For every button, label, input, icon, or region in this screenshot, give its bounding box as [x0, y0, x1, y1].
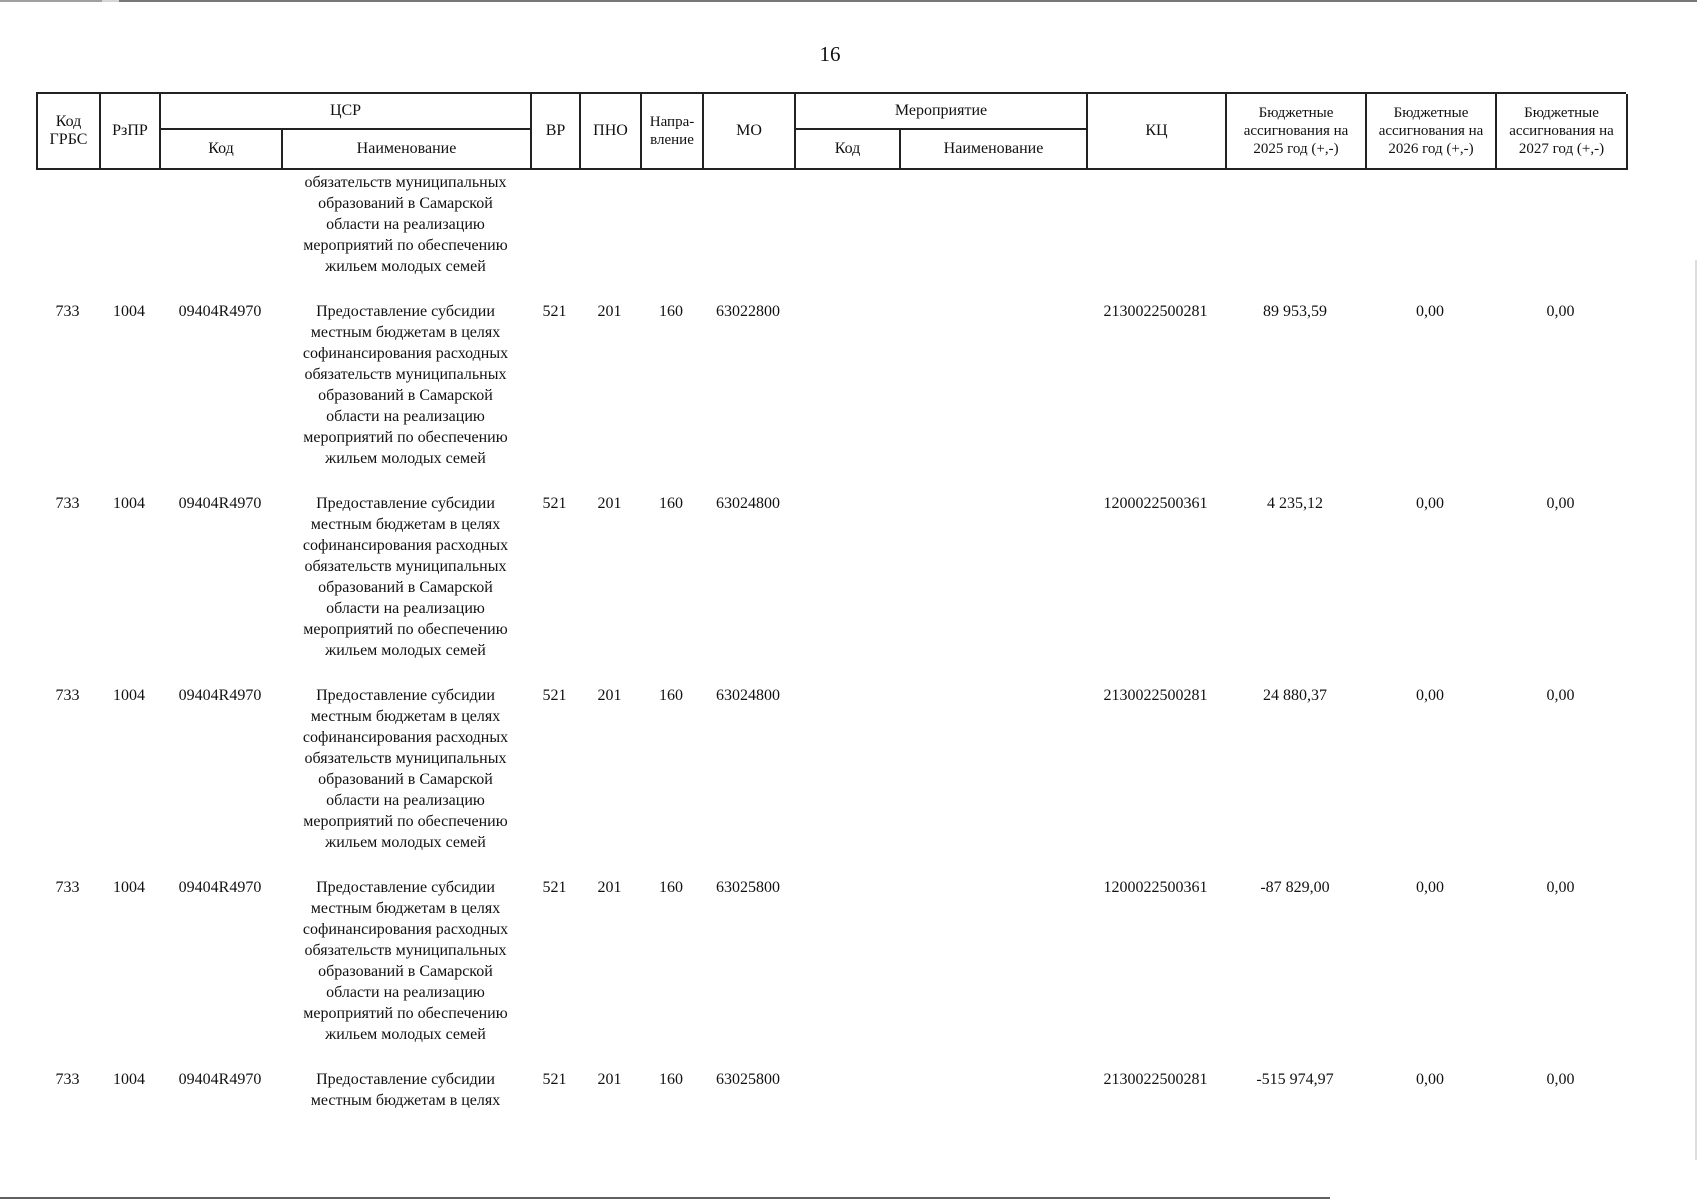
cell-pno: 201 [597, 495, 622, 512]
cell-mer-code [794, 493, 899, 661]
cell-csr-code: 09404R4970 [178, 879, 262, 896]
cell-napravlenie: 160 [659, 879, 683, 896]
table-row [36, 685, 1626, 853]
header-mer-kod: Код [796, 130, 901, 170]
cell-mo: 63022800 [716, 303, 780, 320]
header-csr-kod: Код [161, 130, 283, 170]
cell-vr: 521 [542, 303, 567, 320]
header-pno: ПНО [581, 94, 642, 170]
cell-name: Предоставление субсидии местным бюджетам в целях [310, 1071, 501, 1109]
cell-vr: 521 [542, 495, 567, 512]
cell-budget-2026: 0,00 [1416, 879, 1444, 896]
cell-rzpr: 1004 [113, 1071, 145, 1088]
cell-csr-code: 09404R4970 [178, 1071, 262, 1088]
table-row [36, 1069, 1626, 1111]
table-row [36, 301, 1626, 469]
cell-rzpr: 1004 [113, 879, 145, 896]
header-budget-2025: Бюджетные ассигнования на 2025 год (+,-) [1227, 94, 1367, 170]
cell-grbs: 733 [55, 303, 80, 320]
cell-kc: 1200022500361 [1103, 495, 1208, 512]
cell-vr: 521 [542, 1071, 567, 1088]
cell-kc: 1200022500361 [1103, 879, 1208, 896]
cell-mo: 63024800 [716, 495, 780, 512]
cell-budget-2025: -87 829,00 [1260, 879, 1330, 896]
cell-pno: 201 [597, 303, 622, 320]
header-budget-2027: Бюджетные ассигнования на 2027 год (+,-) [1497, 94, 1628, 170]
cell-budget-2027: 0,00 [1546, 495, 1575, 512]
cell-mer-code [794, 1069, 899, 1111]
cell-grbs: 733 [55, 687, 80, 704]
cell-budget-2026: 0,00 [1416, 1071, 1444, 1088]
cell-mer-code [794, 877, 899, 1045]
cell-budget-2025: 24 880,37 [1263, 687, 1327, 704]
cell-budget-2027: 0,00 [1546, 879, 1575, 896]
continued-row-fragment [36, 172, 1626, 277]
cell-mer-name [899, 685, 1086, 853]
cell-mer-name [899, 301, 1086, 469]
table-body [36, 301, 1626, 1111]
header-kod-grbs: Код ГРБС [38, 94, 101, 170]
scan-top-edge [0, 0, 1697, 2]
cell-mer-code [794, 301, 899, 469]
header-csr: ЦСР [161, 94, 532, 130]
header-meropriyatie: Мероприятие [796, 94, 1088, 130]
table-row [36, 877, 1626, 1045]
cell-csr-code: 09404R4970 [178, 303, 262, 320]
cell-rzpr: 1004 [113, 303, 145, 320]
cell-csr-code: 09404R4970 [178, 687, 262, 704]
cell-budget-2027: 0,00 [1546, 687, 1575, 704]
cell-napravlenie: 160 [659, 303, 683, 320]
cell-budget-2025: 89 953,59 [1263, 303, 1327, 320]
cell-name: Предоставление субсидии местным бюджетам в целях софинансирования расходных обязательств муниципальных образований в Самарской области на реализацию мероприятий по обеспечению жильем молодых семей [302, 879, 509, 1043]
cell-mo: 63025800 [716, 1071, 780, 1088]
cell-budget-2026: 0,00 [1416, 303, 1444, 320]
cell-kc: 2130022500281 [1103, 303, 1208, 320]
cell-budget-2026: 0,00 [1416, 495, 1444, 512]
cell-mer-code [794, 685, 899, 853]
page-number: 16 [819, 42, 841, 66]
cell-name: Предоставление субсидии местным бюджетам в целях софинансирования расходных обязательств муниципальных образований в Самарской области на реализацию мероприятий по обеспечению жильем молодых семей [302, 495, 509, 659]
budget-table [36, 92, 1626, 1111]
cell-budget-2025: -515 974,97 [1256, 1071, 1334, 1088]
cell-kc: 2130022500281 [1103, 1071, 1208, 1088]
cell-vr: 521 [542, 687, 567, 704]
cell-rzpr: 1004 [113, 687, 145, 704]
cell-mer-name [899, 877, 1086, 1045]
header-kc: КЦ [1088, 94, 1227, 170]
cell-name: Предоставление субсидии местным бюджетам в целях софинансирования расходных обязательств муниципальных образований в Самарской области на реализацию мероприятий по обеспечению жильем молодых семей [302, 687, 509, 851]
cell-grbs: 733 [55, 495, 80, 512]
header-csr-name: Наименование [283, 130, 532, 170]
cell-vr: 521 [542, 879, 567, 896]
table-row [36, 493, 1626, 661]
header-rzpr: РзПР [101, 94, 161, 170]
table-header [36, 92, 1626, 170]
header-budget-2026: Бюджетные ассигнования на 2026 год (+,-) [1367, 94, 1497, 170]
cell-grbs: 733 [55, 1071, 80, 1088]
cell-pno: 201 [597, 879, 622, 896]
cell-mo: 63024800 [716, 687, 780, 704]
cell-pno: 201 [597, 687, 622, 704]
cell-name: Предоставление субсидии местным бюджетам в целях софинансирования расходных обязательств муниципальных образований в Самарской области на реализацию мероприятий по обеспечению жильем молодых семей [302, 303, 509, 467]
cell-budget-2027: 0,00 [1546, 1071, 1575, 1088]
cell-mo: 63025800 [716, 879, 780, 896]
cell-pno: 201 [597, 1071, 622, 1088]
cell-napravlenie: 160 [659, 495, 683, 512]
header-napravlenie: Напра-вление [642, 94, 704, 170]
header-vr: ВР [532, 94, 581, 170]
cell-budget-2027: 0,00 [1546, 303, 1575, 320]
cell-budget-2026: 0,00 [1416, 687, 1444, 704]
cell-rzpr: 1004 [113, 495, 145, 512]
cell-csr-code: 09404R4970 [178, 495, 262, 512]
cell-kc: 2130022500281 [1103, 687, 1208, 704]
cell-mer-name [899, 493, 1086, 661]
header-mo: МО [704, 94, 796, 170]
cell-budget-2025: 4 235,12 [1267, 495, 1323, 512]
cell-mer-name [899, 1069, 1086, 1111]
cell-napravlenie: 160 [659, 687, 683, 704]
header-mer-name: Наименование [901, 130, 1088, 170]
scan-bottom-edge [0, 1197, 1330, 1199]
cell-napravlenie: 160 [659, 1071, 683, 1088]
cell-grbs: 733 [55, 879, 80, 896]
continued-name-text: обязательств муниципальных образований в Самарской области на реализацию мероприятий по обеспечению жильем молодых семей [303, 174, 508, 275]
